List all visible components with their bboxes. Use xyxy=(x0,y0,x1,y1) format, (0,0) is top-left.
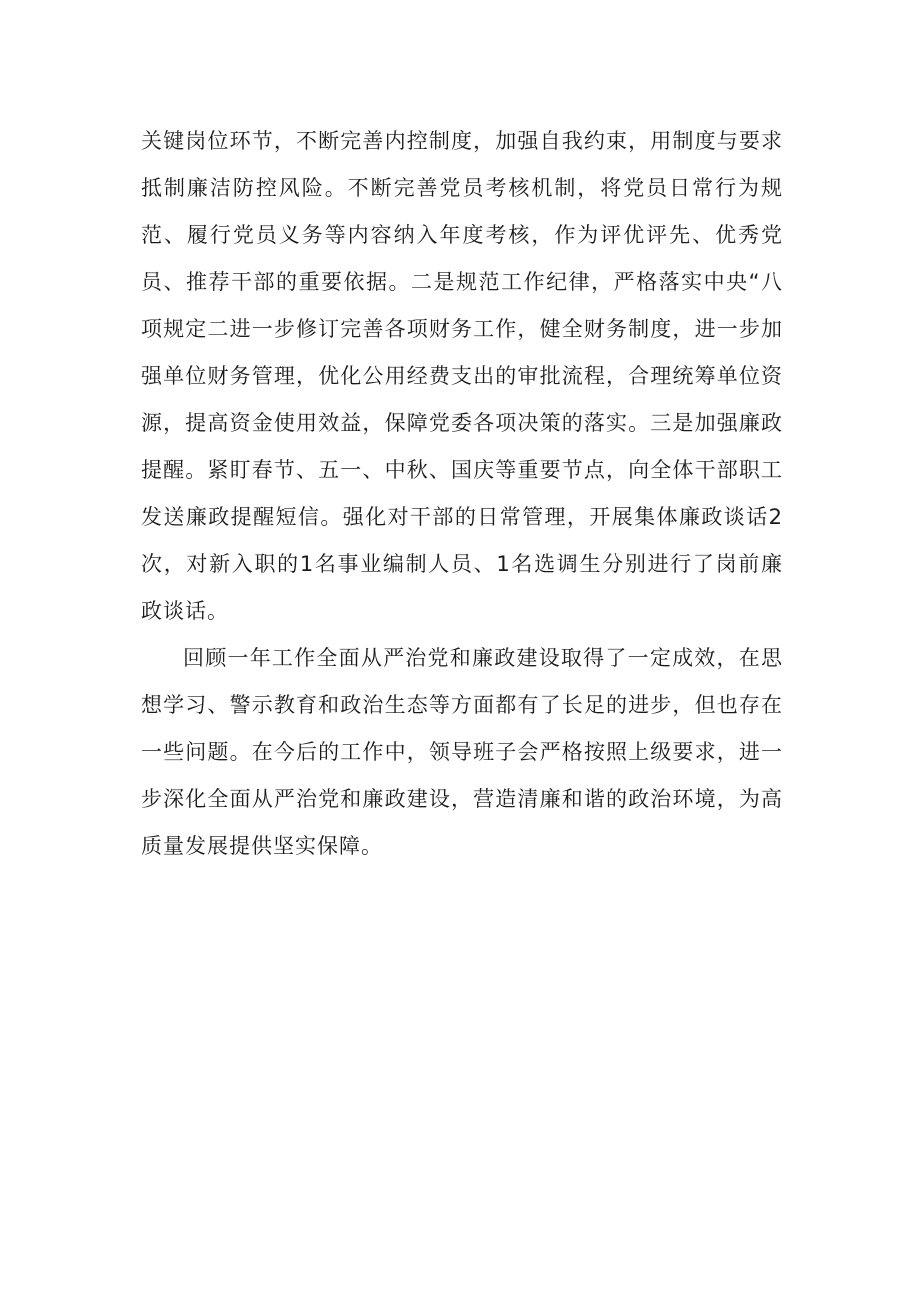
paragraph-1: 关键岗位环节，不断完善内控制度，加强自我约束，用制度与要求抵制廉洁防控风险。不断完善党员考核机制，将党员日常行为规范、履行党员义务等内容纳入年度考核，作为评优评先、优秀党员、推荐干部的重要依据。二是规范工作纪律，严格落实中央“八项规定二进一步修订完善各项财务工作，健全财务制度，进一步加强单位财务管理，优化公用经费支出的审批流程，合理统筹单位资源，提高资金使用效益，保障党委各项决策的落实。三是加强廉政提醒。紧盯春节、五一、中秋、国庆等重要节点，向全体干部职工发送廉政提醒短信。强化对干部的日常管理，开展集体廉政谈话2次，对新入职的1名事业编制人员、1名选调生分别进行了岗前廉政谈话。 xyxy=(141,129,783,623)
paragraph-2: 回顾一年工作全面从严治党和廉政建设取得了一定成效，在思想学习、警示教育和政治生态等方面都有了长足的进步，但也存在一些问题。在今后的工作中，领导班子会严格按照上级要求，进一步深化全面从严治党和廉政建设，营造清廉和谐的政治环境，为高质量发展提供坚实保障。 xyxy=(141,646,783,858)
document-body xyxy=(141,118,783,870)
